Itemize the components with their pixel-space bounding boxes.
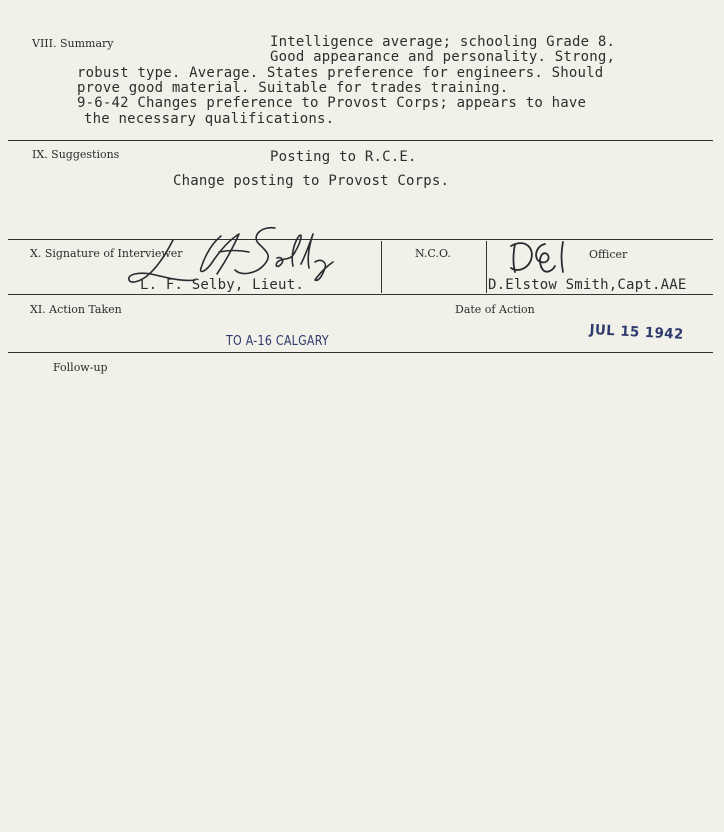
summary-line-1: Intelligence average; schooling Grade 8. <box>270 34 616 50</box>
signature-divider-1 <box>381 241 382 293</box>
summary-line-6: the necessary qualifications. <box>84 111 335 127</box>
signature-heading: X. Signature of Interviewer <box>30 247 183 260</box>
date-of-action-label: Date of Action <box>455 303 535 316</box>
action-heading: XI. Action Taken <box>30 303 122 316</box>
signature-divider-2 <box>486 241 487 293</box>
officer-typed-name: D.Elstow Smith,Capt.AAE <box>488 277 687 293</box>
summary-heading: VIII. Summary <box>32 37 114 50</box>
suggestion-line-2: Change posting to Provost Corps. <box>173 173 450 189</box>
interviewer-typed-name: L. F. Selby, Lieut. <box>140 277 304 293</box>
action-stamp: TO A-16 CALGARY <box>226 334 329 349</box>
divider-suggestions <box>8 239 713 240</box>
officer-label: Officer <box>589 248 628 261</box>
summary-line-5: 9-6-42 Changes preference to Provost Corps; appears to have <box>77 95 587 111</box>
summary-line-2: Good appearance and personality. Strong, <box>270 49 616 65</box>
officer-initials-signature <box>505 236 575 278</box>
nco-label: N.C.O. <box>415 247 451 260</box>
date-stamp: JUL 15 1942 <box>589 322 685 343</box>
suggestion-line-1: Posting to R.C.E. <box>270 149 417 165</box>
followup-heading: Follow-up <box>53 361 108 374</box>
divider-summary <box>8 140 713 141</box>
divider-action <box>8 352 713 353</box>
suggestions-heading: IX. Suggestions <box>32 148 120 161</box>
summary-line-3: robust type. Average. States preference for engineers. Should <box>77 65 604 81</box>
summary-line-4: prove good material. Suitable for trades training. <box>77 80 509 96</box>
divider-signature <box>8 294 713 295</box>
